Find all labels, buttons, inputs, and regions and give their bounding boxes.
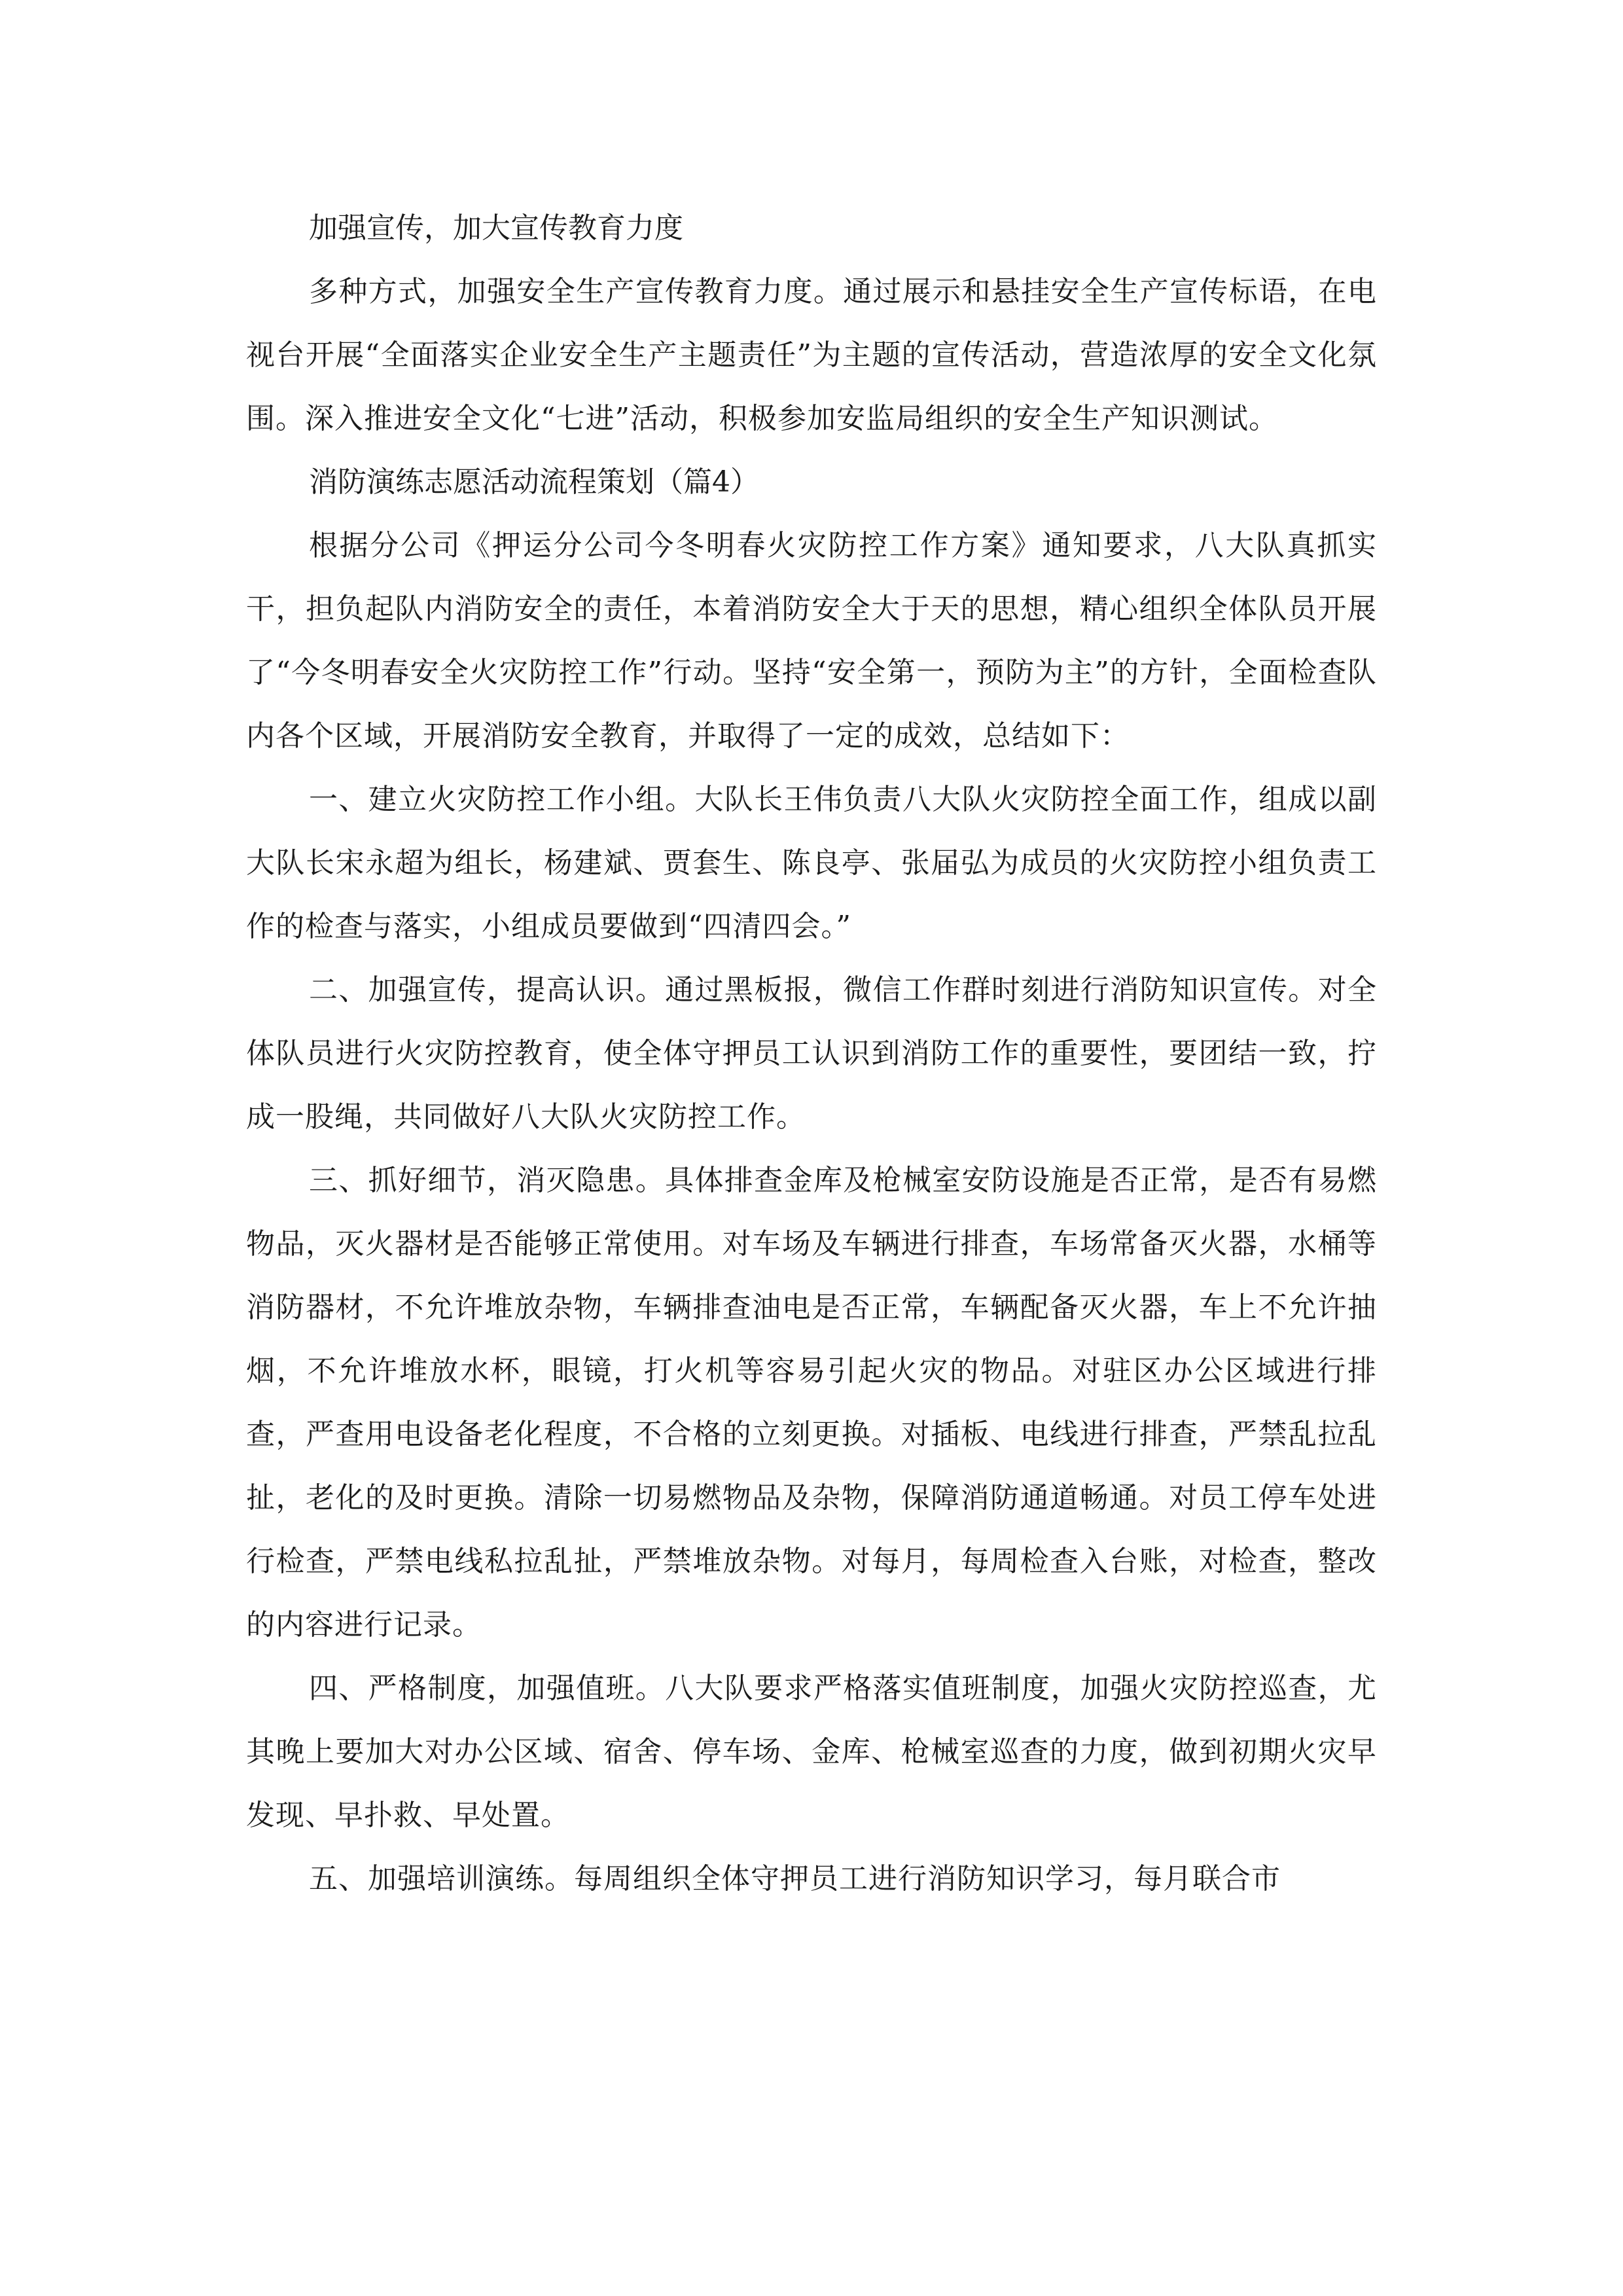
section-heading-article-4: 消防演练志愿活动流程策划（篇4） bbox=[309, 465, 759, 499]
paragraph-item-2: 二、加强宣传，提高认识。通过黑板报，微信工作群时刻进行消防知识宣传。对全体队员进行火灾防控教育，使全体守押员工认识到消防工作的重要性，要团结一致，拧成一股绳，共同做好八大队火灾防控工作。 bbox=[246, 973, 1377, 1134]
paragraph-item-5: 五、加强培训演练。每周组织全体守押员工进行消防知识学习，每月联合市 bbox=[309, 1862, 1281, 1895]
document-body bbox=[246, 196, 1377, 1910]
paragraph-item-1: 一、建立火灾防控工作小组。大队长王伟负责八大队火灾防控全面工作，组成以副大队长宋永超为组长，杨建斌、贾套生、陈良亭、张届弘为成员的火灾防控小组负责工作的检查与落实，小组成员要做到“四清四会。” bbox=[246, 783, 1377, 943]
paragraph-publicity-methods: 多种方式，加强安全生产宣传教育力度。通过展示和悬挂安全生产宣传标语，在电视台开展“全面落实企业安全生产主题责任”为主题的宣传活动，营造浓厚的安全文化氛围。深入推进安全文化“七进”活动，积极参加安监局组织的安全生产知识测试。 bbox=[246, 275, 1377, 435]
paragraph-intro: 根据分公司《押运分公司今冬明春火灾防控工作方案》通知要求，八大队真抓实干，担负起队内消防安全的责任，本着消防安全大于天的思想，精心组织全体队员开展了“今冬明春安全火灾防控工作”行动。坚持“安全第一，预防为主”的方针，全面检查队内各个区域，开展消防安全教育，并取得了一定的成效，总结如下： bbox=[246, 529, 1377, 753]
paragraph-item-3: 三、抓好细节，消灭隐患。具体排查金库及枪械室安防设施是否正常，是否有易燃物品，灭火器材是否能够正常使用。对车场及车辆进行排查，车场常备灭火器，水桶等消防器材，不允许堆放杂物，车辆排查油电是否正常，车辆配备灭火器，车上不允许抽烟，不允许堆放水杯，眼镜，打火机等容易引起火灾的物品。对驻区办公区域进行排查，严查用电设备老化程度，不合格的立刻更换。对插板、电线进行排查，严禁乱拉乱扯，老化的及时更换。清除一切易燃物品及杂物，保障消防通道畅通。对员工停车处进行检查，严禁电线私拉乱扯，严禁堆放杂物。对每月，每周检查入台账，对检查，整改的内容进行记录。 bbox=[246, 1164, 1377, 1641]
section-heading-publicity: 加强宣传，加大宣传教育力度 bbox=[309, 211, 683, 245]
paragraph-item-4: 四、严格制度，加强值班。八大队要求严格落实值班制度，加强火灾防控巡查，尤其晚上要加大对办公区域、宿舍、停车场、金库、枪械室巡查的力度，做到初期火灾早发现、早扑救、早处置。 bbox=[246, 1672, 1377, 1832]
